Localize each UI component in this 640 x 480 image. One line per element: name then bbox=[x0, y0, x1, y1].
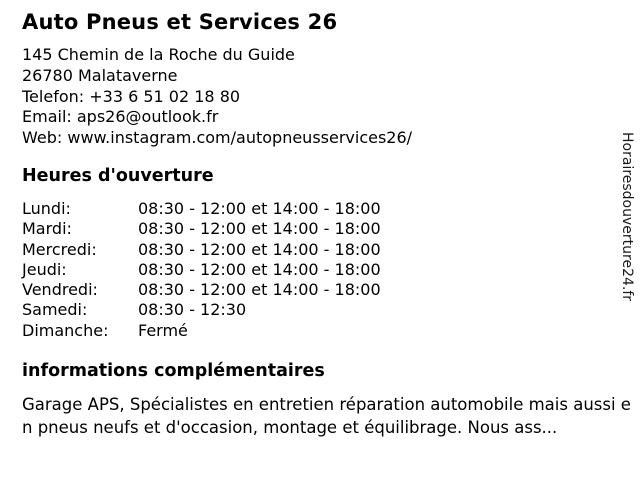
hours-value: Fermé bbox=[138, 320, 188, 340]
additional-info-heading: informations complémentaires bbox=[22, 361, 325, 382]
day-label: Samedi: bbox=[22, 300, 88, 320]
email-label: Email: bbox=[22, 107, 72, 127]
watermark-site-name: Horairesdouverture24.fr bbox=[619, 132, 635, 302]
website-label: Web: bbox=[22, 128, 63, 148]
hours-row-sunday bbox=[22, 321, 640, 341]
day-label: Mercredi: bbox=[22, 239, 97, 259]
hours-value: 08:30 - 12:00 et 14:00 - 18:00 bbox=[138, 219, 381, 239]
phone-value: +33 6 51 02 18 80 bbox=[89, 86, 241, 106]
contact-block bbox=[22, 45, 640, 149]
hours-row-thursday bbox=[22, 260, 640, 280]
hours-row-wednesday bbox=[22, 240, 640, 260]
opening-hours-heading: Heures d'ouverture bbox=[22, 165, 214, 186]
hours-value: 08:30 - 12:30 bbox=[138, 300, 247, 320]
phone-line bbox=[22, 87, 640, 108]
day-label: Dimanche: bbox=[22, 320, 109, 340]
email-value: aps26@outlook.fr bbox=[76, 107, 219, 127]
opening-hours-table bbox=[22, 199, 640, 341]
hours-row-saturday bbox=[22, 300, 640, 320]
day-label: Jeudi: bbox=[22, 259, 67, 279]
address-line-2: 26780 Malataverne bbox=[22, 65, 178, 85]
hours-value: 08:30 - 12:00 et 14:00 - 18:00 bbox=[138, 280, 381, 300]
day-label: Vendredi: bbox=[22, 280, 98, 300]
hours-row-monday bbox=[22, 199, 640, 219]
website-value: www.instagram.com/autopneusservices26/ bbox=[67, 128, 413, 148]
day-label: Mardi: bbox=[22, 219, 72, 239]
hours-row-tuesday bbox=[22, 219, 640, 239]
hours-row-friday bbox=[22, 280, 640, 300]
address-line-1: 145 Chemin de la Roche du Guide bbox=[22, 45, 295, 64]
website-line bbox=[22, 128, 640, 149]
hours-value: 08:30 - 12:00 et 14:00 - 18:00 bbox=[138, 259, 381, 279]
page-title: Auto Pneus et Services 26 bbox=[22, 10, 338, 34]
additional-info-text: Garage APS, Spécialistes en entretien réparation automobile mais aussi en pneus neufs et d'occasion, montage et équilibrage. Nous ass... bbox=[22, 395, 631, 438]
hours-value: 08:30 - 12:00 et 14:00 - 18:00 bbox=[138, 198, 381, 218]
phone-label: Telefon: bbox=[22, 86, 85, 106]
hours-value: 08:30 - 12:00 et 14:00 - 18:00 bbox=[138, 239, 381, 259]
day-label: Lundi: bbox=[22, 198, 71, 218]
email-line bbox=[22, 107, 640, 128]
